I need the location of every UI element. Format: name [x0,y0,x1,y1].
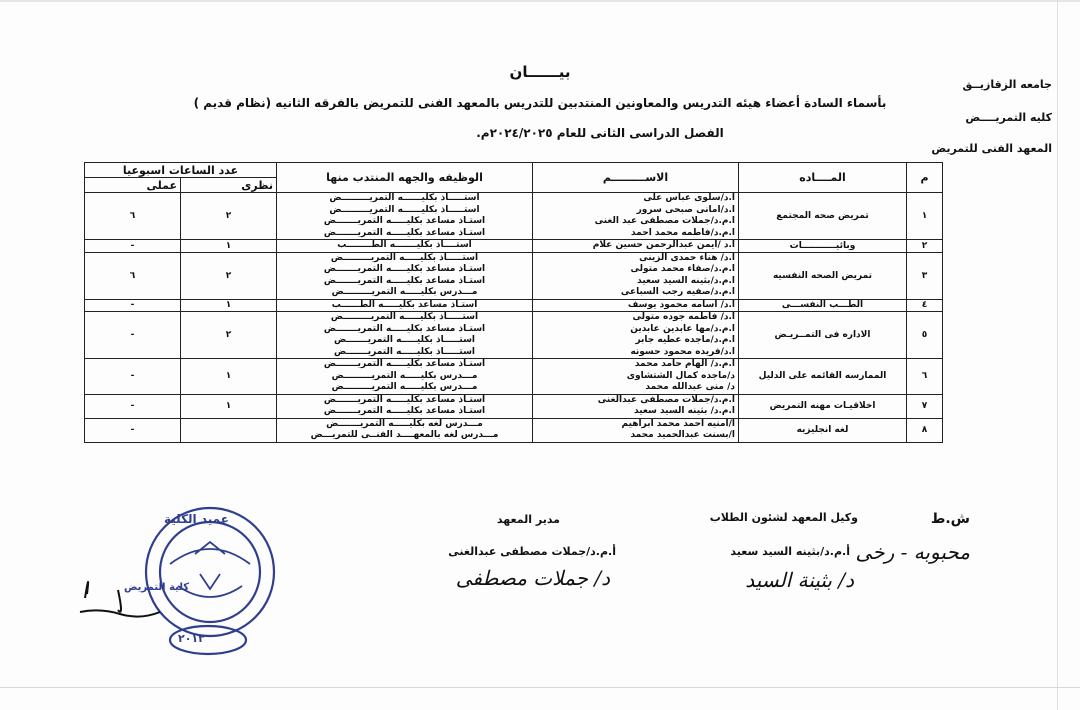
theory-hours: ٢ [181,193,277,240]
theory-hours: ١ [181,359,277,395]
jobs-cell [277,359,533,395]
names-cell [533,240,739,253]
staff-name: أ.م.د/مها عابدين عابدين [630,323,735,334]
row-number: ٢ [907,240,943,253]
jobs-cell [277,240,533,253]
staff-job: مـــدرس لغه بكليـــــه التمريـــــــض [326,418,483,429]
staff-name: أ.د/امانى صبحى سرور [636,204,735,215]
director-title: مدير المعهد [496,513,560,526]
header-job: الوظيفه والجهه المنتدب منها [277,163,533,193]
table-row [85,240,943,253]
staff-name: أ.م.د/جملات مصطفى عبدالغنى [597,394,735,405]
faculty-name: كليه التمريــــض [965,111,1052,124]
staff-name: أ.م.د/ بثينه السيد سعيد [634,406,735,416]
staff-name: أ.م.د/ الهام حامد محمد [634,359,735,369]
staff-job: استـــــاذ بكليـــــه التمريـــــــــض [330,312,479,322]
row-number: ٤ [907,299,943,312]
subject-cell: تمريض الصحه النفسيه [739,252,907,299]
row-number: ٣ [907,252,943,299]
table-row [85,394,943,418]
staff-job: استـــــاذ بكليــــــه التمريـــــــــض [329,204,480,215]
staff-name: أ.م.د/صفاء محمد متولى [630,264,735,274]
handwritten-signature-affairs: د/ بثينة السيد [745,568,854,592]
staff-job: استـــــاذ بكليـــــه التمريـــــــض [333,346,476,357]
staff-job: استـاذ مساعد بكليـــــه التمريـــــــض [323,264,486,274]
names-cell [533,418,739,442]
document-title: بيــــــان [509,63,571,81]
jobs-cell [277,193,533,240]
theory-hours: ١ [181,394,277,418]
subject-cell: لغه انجليزيه [739,418,907,442]
subject-cell: الطـــب النفســـى [739,299,907,312]
staff-job: مـــدرس لغه بالمعهــــد الفنــى للتمريـــض [310,430,499,440]
staff-name: أ/امنيه احمد محمد ابراهيم [621,418,735,429]
staff-table-body [85,193,943,443]
row-number: ٧ [907,394,943,418]
staff-name: د/ منى عبدالله محمد [645,382,735,392]
staff-job: استـاذ مساعد بكليـــــه التمريـــــــض [323,406,486,416]
staff-job: استـــــاذ بكليــــــه التمريـــــــــض [329,193,480,203]
staff-job: استـاذ مساعد بكليـــــه الطــــــب [331,299,478,310]
university-name: جامعه الزقازيــق [962,78,1052,91]
stamp-year: ٢٠١٣ [178,632,205,645]
theory-hours: ١ [181,299,277,312]
table-row [85,359,943,395]
staff-name: أ.م.د/فاطمه محمد احمد [630,227,735,238]
practical-hours: - [85,359,181,395]
staff-name: أ.م.د/صفيه رجب السباعى [620,287,735,297]
staff-name: أ.د/سلوى عباس على [643,193,735,203]
staff-job: استـاذ مساعد بكليـــــه التمريـــــــض [323,359,486,369]
jobs-cell [277,299,533,312]
staff-job: استــــاذ بكليـــــــه الطــــــــب [337,240,472,250]
staff-name: أ.م.د/ماجده عطيه جابر [635,335,735,345]
handwritten-note: محبوبه - رخى [855,540,970,564]
staff-job: استـاذ مساعد بكليـــــه التمريـــــــض [323,323,486,334]
handwritten-signature-director: د/ جملات مصطفى [455,566,610,590]
names-cell [533,312,739,359]
staff-job: استـاذ مساعد بكليـــــه التمريـــــــض [323,394,486,405]
staff-name: أ.م.د/بثينه السيد سعيد [637,275,735,286]
staff-name: أ/بسنت عبدالحميد محمد [630,430,735,440]
staff-job: مـــدرس بكليـــــه التمريـــــــــض [331,287,478,297]
jobs-cell [277,418,533,442]
practical-hours: ٦ [85,252,181,299]
jobs-cell [277,394,533,418]
student-affairs-title: وكيل المعهد لشئون الطلاب [709,511,858,524]
staff-job: مـــدرس بكليـــــه التمريـــــــــض [331,370,478,381]
practical-hours: ٦ [85,193,181,240]
names-cell [533,359,739,395]
staff-name: أ.د/ اسامه محمود يوسف [627,299,735,310]
initials-label: ش.ط [930,511,970,527]
header-hours: عدد الساعات اسبوعيا [85,163,277,178]
dean-title: عميد الكلية [164,512,229,526]
staff-job: استـاذ مساعد بكليـــــه التمريـــــــض [323,275,486,286]
staff-name: أ.د/ فاطمه جوده متولى [632,312,735,322]
director-name: أ.م.د/جملات مصطفى عبدالغنى [448,545,616,558]
document-subtitle: بأسماء السادة أعضاء هيئه التدريس والمعاونين المنتدبين للتدريس بالمعهد الفنى للتمريض بالفرقه الثانيه (نظام قديم ) [193,96,887,110]
stamp-text: كلية التمريض [124,582,190,593]
staff-name: أ.د/ هناء حمدى الزينى [639,252,735,263]
staff-name: أ.د /ايمن عبدالرحمن حسين علام [592,240,735,250]
staff-job: استـــــاذ بكليـــــه التمريـــــــض [333,335,476,345]
practical-hours: - [85,312,181,359]
names-cell [533,193,739,240]
theory-hours [181,418,277,442]
names-cell [533,299,739,312]
header-no: م [907,163,943,193]
table-row [85,299,943,312]
row-number: ٦ [907,359,943,395]
subject-cell: تمريض صحه المجتمع [739,193,907,240]
top-edge [0,0,1080,2]
staff-job: استـــــاذ بكليـــــه التمريـــــــــض [330,252,479,263]
subject-cell: وبائيـــــــــــات [739,240,907,253]
header-subject: المــــاده [739,163,907,193]
header-practical: عملى [85,178,181,193]
subject-cell: الممارسه القائمه على الدليل [739,359,907,395]
table-row [85,252,943,299]
practical-hours: - [85,418,181,442]
practical-hours: - [85,240,181,253]
table-row [85,312,943,359]
institute-name: المعهد الفنى للتمريض [931,142,1052,155]
document-term: الفصل الدراسى الثانى للعام ٢٠٢٤/٢٠٢٥م. [476,126,724,140]
practical-hours: - [85,394,181,418]
subject-cell: اخلاقيـات مهنه التمريض [739,394,907,418]
header-name: الاســـــــــم [533,163,739,193]
staff-name: أ.م.د/جملات مصطفى عبد الغنى [594,216,735,226]
theory-hours: ١ [181,240,277,253]
row-number: ٨ [907,418,943,442]
subject-cell: الاداره فى التمــريـض [739,312,907,359]
staff-job: مـــدرس بكليـــــه التمريـــــــــض [331,382,478,392]
names-cell [533,394,739,418]
student-affairs-name: أ.م.د/بثينه السيد سعيد [730,545,850,558]
staff-name: د/ماجده كمال الشتشاوى [626,370,735,381]
theory-hours: ٢ [181,252,277,299]
staff-job: استـاذ مساعد بكليـــــه التمريـــــــض [323,227,486,238]
staff-table [84,162,943,443]
jobs-cell [277,312,533,359]
table-row [85,193,943,240]
names-cell [533,252,739,299]
theory-hours: ٢ [181,312,277,359]
jobs-cell [277,252,533,299]
row-number: ١ [907,193,943,240]
header-theory: نظرى [181,178,277,193]
table-row [85,418,943,442]
bottom-edge [0,687,1080,688]
staff-job: استـاذ مساعد بكليـــــه التمريـــــــض [323,216,486,226]
staff-name: أ.د/فريده محمود حسونه [630,346,735,357]
row-number: ٥ [907,312,943,359]
practical-hours: - [85,299,181,312]
